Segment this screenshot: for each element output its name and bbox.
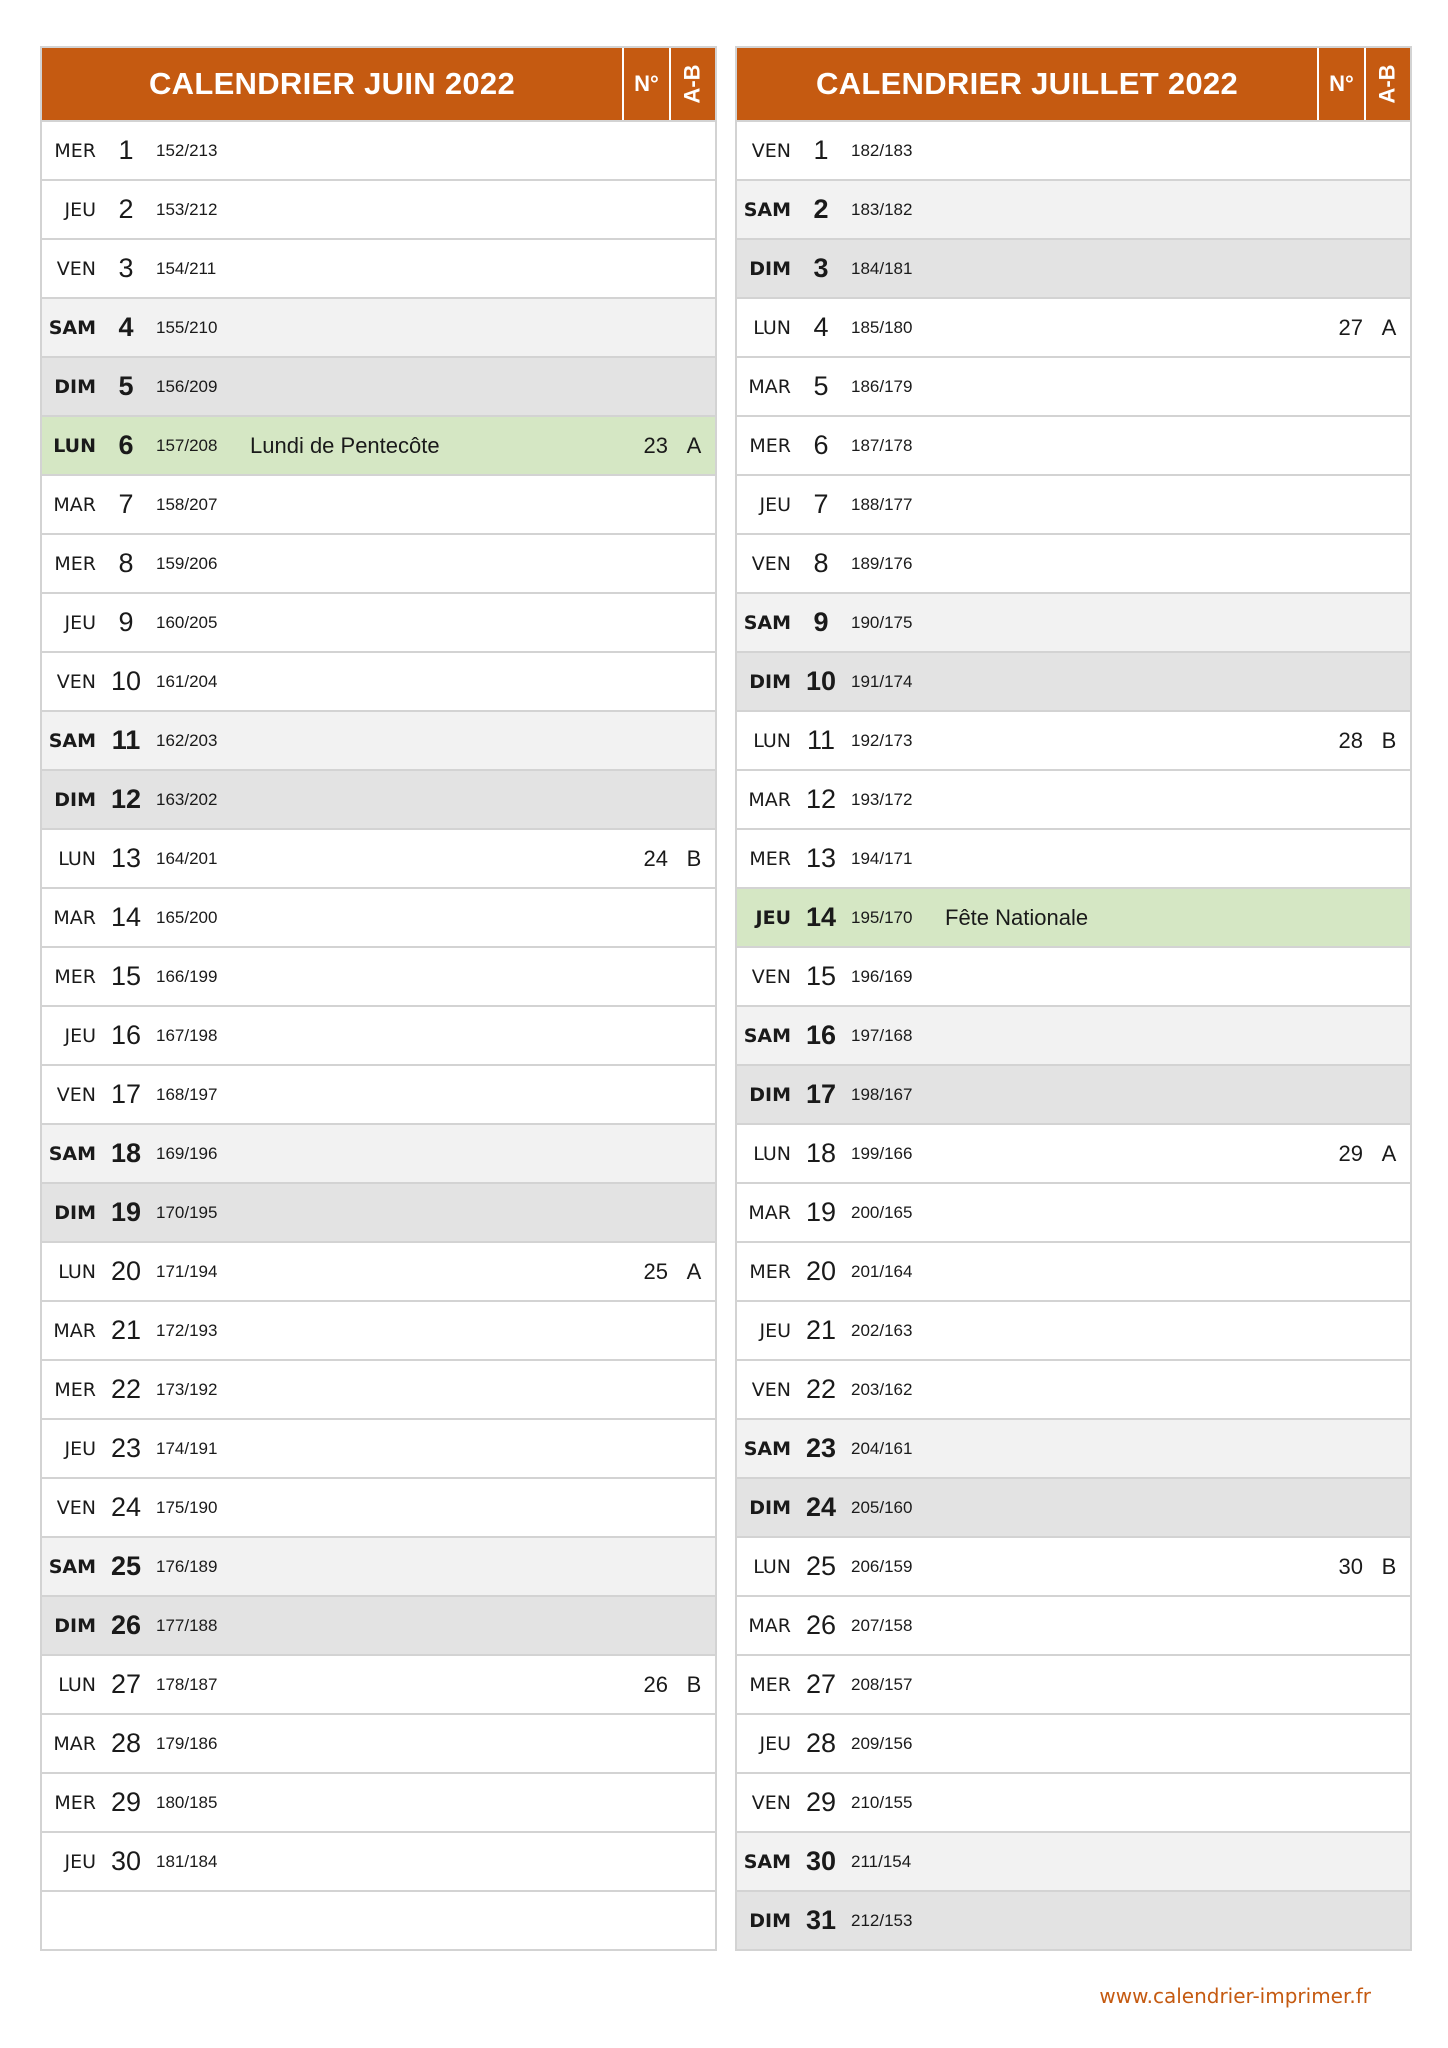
day-row — [737, 1595, 1410, 1654]
day-row — [737, 828, 1410, 887]
day-of-year: 189/176 — [851, 553, 913, 573]
day-row — [737, 1300, 1410, 1359]
day-of-year: 172/193 — [156, 1320, 218, 1340]
day-number: 23 — [805, 1433, 837, 1463]
day-number: 30 — [110, 1846, 142, 1876]
weekday-label: SAM — [743, 1850, 791, 1873]
day-of-year: 208/157 — [851, 1674, 913, 1694]
day-row — [42, 179, 715, 238]
day-number: 24 — [805, 1492, 837, 1522]
day-row — [737, 1123, 1410, 1182]
day-of-year: 191/174 — [851, 671, 913, 691]
day-row — [42, 651, 715, 710]
day-row — [42, 120, 715, 179]
day-of-year: 155/210 — [156, 317, 218, 337]
day-row — [42, 1772, 715, 1831]
day-of-year: 166/199 — [156, 966, 218, 986]
day-number: 1 — [118, 135, 134, 165]
day-of-year: 154/211 — [156, 258, 217, 278]
day-number: 20 — [805, 1256, 837, 1286]
weekday-label: SAM — [48, 1142, 96, 1165]
day-of-year: 176/189 — [156, 1556, 218, 1576]
day-row — [42, 1595, 715, 1654]
day-of-year: 165/200 — [156, 907, 218, 927]
day-row — [737, 1241, 1410, 1300]
week-number: 26 — [643, 1671, 668, 1697]
weekday-label: MER — [749, 434, 791, 457]
weekday-label: LUN — [753, 1142, 791, 1165]
day-number: 26 — [805, 1610, 837, 1640]
day-row — [737, 887, 1410, 946]
month-header — [737, 48, 1410, 120]
day-row — [42, 1182, 715, 1241]
ab-column-header-label: A-B — [1374, 64, 1400, 104]
weekday-label: JEU — [64, 1024, 96, 1047]
day-row — [42, 1418, 715, 1477]
day-number: 14 — [805, 902, 837, 932]
weekday-label: LUN — [58, 1673, 96, 1696]
weekday-label: DIM — [749, 1909, 791, 1932]
day-number: 17 — [805, 1079, 837, 1109]
weekday-label: DIM — [749, 670, 791, 693]
week-number: 28 — [1338, 727, 1363, 753]
day-number: 25 — [110, 1551, 142, 1581]
week-ab: A — [1381, 1140, 1397, 1166]
day-of-year: 197/168 — [851, 1025, 913, 1045]
weekday-label: SAM — [743, 198, 791, 221]
month-header — [42, 48, 715, 120]
weekday-label: SAM — [48, 316, 96, 339]
day-number: 30 — [805, 1846, 837, 1876]
day-row — [737, 592, 1410, 651]
week-number: 23 — [643, 432, 668, 458]
day-of-year: 195/170 — [851, 907, 913, 927]
day-row — [737, 1831, 1410, 1890]
day-of-year: 163/202 — [156, 789, 218, 809]
day-of-year: 202/163 — [851, 1320, 913, 1340]
weekday-label: JEU — [759, 1732, 791, 1755]
day-row — [737, 1182, 1410, 1241]
day-number: 15 — [805, 961, 837, 991]
day-of-year: 211/154 — [851, 1851, 912, 1871]
day-number: 11 — [111, 725, 141, 755]
weekday-label: SAM — [48, 729, 96, 752]
weekday-label: JEU — [759, 1319, 791, 1342]
footer-website-link[interactable]: www.calendrier-imprimer.fr — [1099, 1984, 1371, 2008]
day-of-year: 178/187 — [156, 1674, 218, 1694]
day-row — [737, 179, 1410, 238]
weekday-label: SAM — [743, 1437, 791, 1460]
day-number: 21 — [805, 1315, 837, 1345]
weekday-label: SAM — [743, 1024, 791, 1047]
day-of-year: 177/188 — [156, 1615, 218, 1635]
day-of-year: 188/177 — [851, 494, 913, 514]
day-row — [42, 415, 715, 474]
weekday-label: MER — [749, 1673, 791, 1696]
weekday-label: DIM — [749, 1083, 791, 1106]
day-of-year: 198/167 — [851, 1084, 913, 1104]
day-number: 29 — [805, 1787, 837, 1817]
day-number: 18 — [805, 1138, 837, 1168]
weekday-label: JEU — [759, 493, 791, 516]
weekday-label: MER — [54, 1378, 96, 1401]
day-of-year: 157/208 — [156, 435, 218, 455]
day-of-year: 164/201 — [156, 848, 218, 868]
day-of-year: 170/195 — [156, 1202, 218, 1222]
day-of-year: 168/197 — [156, 1084, 218, 1104]
day-row — [737, 1005, 1410, 1064]
day-row — [42, 887, 715, 946]
day-of-year: 203/162 — [851, 1379, 913, 1399]
day-of-year: 181/184 — [156, 1851, 218, 1871]
weekday-label: JEU — [64, 611, 96, 634]
day-of-year: 196/169 — [851, 966, 913, 986]
day-row — [737, 356, 1410, 415]
day-of-year: 210/155 — [851, 1792, 913, 1812]
day-of-year: 174/191 — [156, 1438, 218, 1458]
day-number: 31 — [805, 1905, 837, 1935]
day-row — [737, 297, 1410, 356]
month-title: CALENDRIER JUILLET 2022 — [815, 66, 1239, 101]
day-number: 3 — [118, 253, 134, 283]
day-row — [42, 710, 715, 769]
day-of-year: 179/186 — [156, 1733, 218, 1753]
week-number: 29 — [1338, 1140, 1363, 1166]
weekday-label: JEU — [64, 1850, 96, 1873]
day-number: 22 — [805, 1374, 837, 1404]
weekday-label: VEN — [751, 965, 791, 988]
weekday-label: VEN — [751, 1791, 791, 1814]
day-of-year: 167/198 — [156, 1025, 218, 1045]
month-june — [40, 46, 717, 1951]
day-of-year: 200/165 — [851, 1202, 913, 1222]
event-label: Fête Nationale — [945, 904, 1089, 930]
day-number: 28 — [805, 1728, 837, 1758]
day-number: 12 — [110, 784, 142, 814]
day-number: 8 — [118, 548, 134, 578]
day-of-year: 153/212 — [156, 199, 218, 219]
day-number: 27 — [110, 1669, 142, 1699]
day-of-year: 206/159 — [851, 1556, 913, 1576]
day-number: 17 — [110, 1079, 142, 1109]
weekday-label: MER — [54, 552, 96, 575]
day-of-year: 169/196 — [156, 1143, 218, 1163]
day-number: 25 — [805, 1551, 837, 1581]
weekday-label: LUN — [58, 847, 96, 870]
day-of-year: 161/204 — [156, 671, 218, 691]
day-number: 20 — [110, 1256, 142, 1286]
week-number-column-header: N° — [622, 48, 669, 120]
day-row — [737, 1359, 1410, 1418]
day-of-year: 204/161 — [851, 1438, 913, 1458]
weekday-label: LUN — [753, 1555, 791, 1578]
day-row — [42, 238, 715, 297]
day-number: 4 — [813, 312, 829, 342]
day-of-year: 201/164 — [851, 1261, 913, 1281]
day-row — [42, 1064, 715, 1123]
day-number: 29 — [110, 1787, 142, 1817]
day-of-year: 182/183 — [851, 140, 913, 160]
week-ab: B — [686, 1671, 702, 1697]
weekday-label: VEN — [56, 257, 96, 280]
week-ab: B — [686, 845, 702, 871]
weekday-label: JEU — [755, 906, 791, 929]
day-number: 6 — [118, 430, 134, 460]
week-ab: A — [686, 1258, 702, 1284]
weekday-label: MAR — [748, 1614, 791, 1637]
ab-column-header-label: A-B — [679, 64, 705, 104]
week-number: 25 — [643, 1258, 668, 1284]
day-row — [42, 1536, 715, 1595]
day-of-year: 194/171 — [851, 848, 913, 868]
day-number: 9 — [813, 607, 829, 637]
day-number: 5 — [813, 371, 829, 401]
weekday-label: VEN — [56, 1083, 96, 1106]
day-of-year: 185/180 — [851, 317, 913, 337]
week-ab: B — [1381, 1553, 1397, 1579]
day-of-year: 190/175 — [851, 612, 913, 632]
day-row — [42, 1005, 715, 1064]
day-of-year: 152/213 — [156, 140, 218, 160]
day-rows — [737, 120, 1410, 1949]
day-number: 4 — [118, 312, 134, 342]
day-row — [737, 1418, 1410, 1477]
day-number: 8 — [813, 548, 829, 578]
day-number: 28 — [110, 1728, 142, 1758]
day-of-year: 193/172 — [851, 789, 913, 809]
day-of-year: 199/166 — [851, 1143, 913, 1163]
weekday-label: MER — [54, 1791, 96, 1814]
day-number: 3 — [813, 253, 829, 283]
month-title: CALENDRIER JUIN 2022 — [148, 66, 516, 101]
weekday-label: MAR — [53, 493, 96, 516]
day-row — [42, 1831, 715, 1890]
day-row — [737, 1536, 1410, 1595]
weekday-label: DIM — [54, 788, 96, 811]
day-number: 26 — [110, 1610, 142, 1640]
day-number: 2 — [813, 194, 829, 224]
week-number: 30 — [1338, 1553, 1363, 1579]
day-row — [42, 592, 715, 651]
weekday-label: DIM — [749, 1496, 791, 1519]
weekday-label: VEN — [751, 552, 791, 575]
day-number: 27 — [805, 1669, 837, 1699]
day-row — [42, 533, 715, 592]
day-row — [737, 769, 1410, 828]
day-row — [737, 1477, 1410, 1536]
weekday-label: MAR — [748, 1201, 791, 1224]
day-row — [737, 710, 1410, 769]
day-number: 24 — [110, 1492, 142, 1522]
day-row — [737, 1654, 1410, 1713]
day-number: 9 — [118, 607, 134, 637]
ab-column-header — [1364, 48, 1410, 120]
day-number: 7 — [118, 489, 134, 519]
day-of-year: 186/179 — [851, 376, 913, 396]
weekday-label: VEN — [751, 1378, 791, 1401]
weekday-label: MER — [54, 965, 96, 988]
day-row — [737, 1713, 1410, 1772]
day-number: 19 — [805, 1197, 837, 1227]
day-row — [42, 1123, 715, 1182]
day-of-year: 209/156 — [851, 1733, 913, 1753]
day-of-year: 173/192 — [156, 1379, 218, 1399]
day-number: 15 — [110, 961, 142, 991]
weekday-label: DIM — [749, 257, 791, 280]
weekday-label: VEN — [751, 139, 791, 162]
day-row — [42, 1713, 715, 1772]
weekday-label: LUN — [753, 729, 791, 752]
day-number: 19 — [110, 1197, 142, 1227]
week-number-column-header: N° — [1317, 48, 1364, 120]
day-rows — [42, 120, 715, 1949]
day-of-year: 159/206 — [156, 553, 218, 573]
day-of-year: 180/185 — [156, 1792, 218, 1812]
day-number: 18 — [110, 1138, 142, 1168]
day-row — [42, 1477, 715, 1536]
day-row — [42, 1300, 715, 1359]
day-number: 12 — [805, 784, 837, 814]
empty-row — [42, 1890, 715, 1949]
ab-column-header — [669, 48, 715, 120]
weekday-label: MAR — [748, 375, 791, 398]
day-of-year: 187/178 — [851, 435, 913, 455]
weekday-label: LUN — [58, 1260, 96, 1283]
day-of-year: 162/203 — [156, 730, 218, 750]
day-number: 16 — [110, 1020, 142, 1050]
day-row — [42, 1654, 715, 1713]
day-row — [737, 415, 1410, 474]
weekday-label: LUN — [753, 316, 791, 339]
day-row — [42, 769, 715, 828]
weekday-label: JEU — [64, 1437, 96, 1460]
day-row — [737, 533, 1410, 592]
day-of-year: 183/182 — [851, 199, 913, 219]
day-of-year: 156/209 — [156, 376, 218, 396]
day-number: 2 — [118, 194, 134, 224]
day-number: 6 — [813, 430, 829, 460]
day-number: 16 — [805, 1020, 837, 1050]
weekday-label: DIM — [54, 1201, 96, 1224]
day-number: 14 — [110, 902, 142, 932]
day-number: 13 — [805, 843, 837, 873]
day-of-year: 207/158 — [851, 1615, 913, 1635]
weekday-label: DIM — [54, 375, 96, 398]
week-ab: A — [1381, 314, 1397, 340]
weekday-label: MAR — [53, 906, 96, 929]
day-number: 21 — [110, 1315, 142, 1345]
day-row — [42, 1241, 715, 1300]
week-ab: B — [1381, 727, 1397, 753]
day-number: 13 — [110, 843, 142, 873]
day-number: 23 — [110, 1433, 142, 1463]
day-number: 10 — [110, 666, 142, 696]
weekday-label: MER — [749, 1260, 791, 1283]
weekday-label: LUN — [53, 434, 96, 457]
day-row — [42, 356, 715, 415]
day-row — [737, 120, 1410, 179]
day-number: 1 — [813, 135, 829, 165]
week-ab: A — [686, 432, 702, 458]
day-number: 7 — [813, 489, 829, 519]
day-row — [737, 238, 1410, 297]
weekday-label: VEN — [56, 670, 96, 693]
weekday-label: MER — [54, 139, 96, 162]
weekday-label: MAR — [748, 788, 791, 811]
day-row — [737, 474, 1410, 533]
week-number: 24 — [643, 845, 668, 871]
day-number: 22 — [110, 1374, 142, 1404]
day-number: 5 — [118, 371, 134, 401]
weekday-label: VEN — [56, 1496, 96, 1519]
day-of-year: 171/194 — [156, 1261, 218, 1281]
weekday-label: MAR — [53, 1319, 96, 1342]
weekday-label: SAM — [48, 1555, 96, 1578]
event-label: Lundi de Pentecôte — [250, 432, 440, 458]
day-row — [737, 946, 1410, 1005]
weekday-label: MER — [749, 847, 791, 870]
day-row — [737, 1772, 1410, 1831]
weekday-label: DIM — [54, 1614, 96, 1637]
week-number: 27 — [1338, 314, 1363, 340]
day-row — [42, 297, 715, 356]
day-row — [737, 1064, 1410, 1123]
day-number: 11 — [806, 725, 836, 755]
day-of-year: 205/160 — [851, 1497, 913, 1517]
day-of-year: 160/205 — [156, 612, 218, 632]
day-of-year: 192/173 — [851, 730, 913, 750]
day-of-year: 175/190 — [156, 1497, 218, 1517]
day-of-year: 184/181 — [851, 258, 913, 278]
day-row — [737, 1890, 1410, 1949]
month-july — [735, 46, 1412, 1951]
weekday-label: MAR — [53, 1732, 96, 1755]
day-number: 10 — [805, 666, 837, 696]
weekday-label: SAM — [743, 611, 791, 634]
day-of-year: 158/207 — [156, 494, 218, 514]
day-row — [737, 651, 1410, 710]
day-row — [42, 828, 715, 887]
day-row — [42, 946, 715, 1005]
day-row — [42, 1359, 715, 1418]
weekday-label: JEU — [64, 198, 96, 221]
day-row — [42, 474, 715, 533]
day-of-year: 212/153 — [851, 1910, 913, 1930]
